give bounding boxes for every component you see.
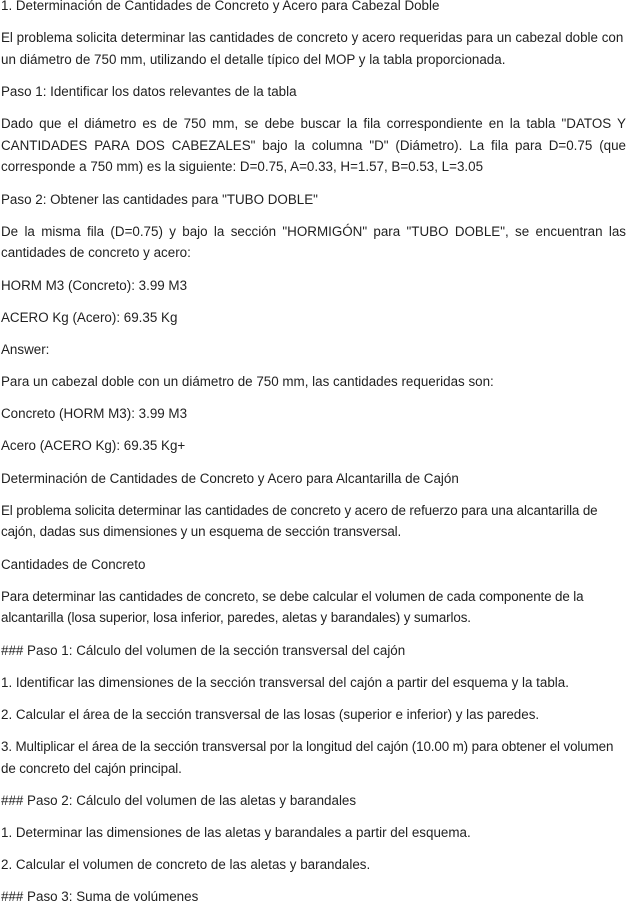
step-heading: Paso 2: Obtener las cantidades para "TUBO DOBLE" [1, 191, 318, 207]
list-item: 2. Calcular el volumen de concreto de las aletas y barandales. [1, 857, 371, 873]
list-item: 3. Multiplicar el área de la sección transversal por la longitud del cajón (10.00 m) para obtener el volumen de concreto del cajón principal. [1, 739, 614, 776]
list-item: 1. Determinar las dimensiones de las aletas y barandales a partir del esquema. [1, 825, 471, 841]
result-line: ACERO Kg (Acero): 69.35 Kg [1, 309, 178, 325]
section-heading: Determinación de Cantidades de Concreto y Acero para Alcantarilla de Cajón [1, 470, 459, 486]
document-heading: 1. Determinación de Cantidades de Concreto y Acero para Cabezal Doble [1, 0, 440, 13]
paragraph: Para un cabezal doble con un diámetro de 750 mm, las cantidades requeridas son: [1, 374, 494, 390]
paragraph: De la misma fila (D=0.75) y bajo la sección "HORMIGÓN" para "TUBO DOBLE", se encuentran las cantidades de concreto y acero: [1, 223, 626, 261]
problem-statement: El problema solicita determinar las cantidades de concreto y acero requeridas para un cabezal doble con un diámetro de 750 mm, utilizando el detalle típico del MOP y la tabla proporcionada. [1, 30, 624, 67]
result-line: HORM M3 (Concreto): 3.99 M3 [1, 277, 188, 293]
step-heading: ### Paso 2: Cálculo del volumen de las aletas y barandales [1, 792, 357, 808]
paragraph: Para determinar las cantidades de concreto, se debe calcular el volumen de cada componente de la alcantarilla (losa superior, losa inferior, paredes, aletas y barandales) y sumarlos. [1, 588, 584, 626]
list-item: 1. Identificar las dimensiones de la sección transversal del cajón a partir del esquema y la tabla. [1, 674, 569, 690]
section-heading: Cantidades de Concreto [1, 556, 146, 572]
step-heading: ### Paso 3: Suma de volúmenes [1, 889, 199, 905]
result-line: Concreto (HORM M3): 3.99 M3 [1, 406, 188, 422]
result-line: Acero (ACERO Kg): 69.35 Kg+ [1, 438, 186, 454]
paragraph: Dado que el diámetro es de 750 mm, se debe buscar la fila correspondiente en la tabla "DATOS Y CANTIDADES PARA DOS CABEZALES" bajo la columna "D" (Diámetro). La fila para D=0.75 (que corresponde a 750 mm) es la siguiente: D=0.75, A=0.33, H=1.57, B=0.53, L=3.05 [1, 116, 626, 175]
step-heading: Paso 1: Identificar los datos relevantes de la tabla [1, 83, 297, 99]
document-body [1, 0, 626, 919]
problem-statement: El problema solicita determinar las cantidades de concreto y acero de refuerzo para una alcantarilla de cajón, dadas sus dimensiones y un esquema de sección transversal. [1, 502, 598, 540]
list-item: 2. Calcular el área de la sección transversal de las losas (superior e inferior) y las paredes. [1, 706, 540, 722]
answer-label: Answer: [1, 341, 50, 357]
step-heading: ### Paso 1: Cálculo del volumen de la sección transversal del cajón [1, 642, 406, 658]
